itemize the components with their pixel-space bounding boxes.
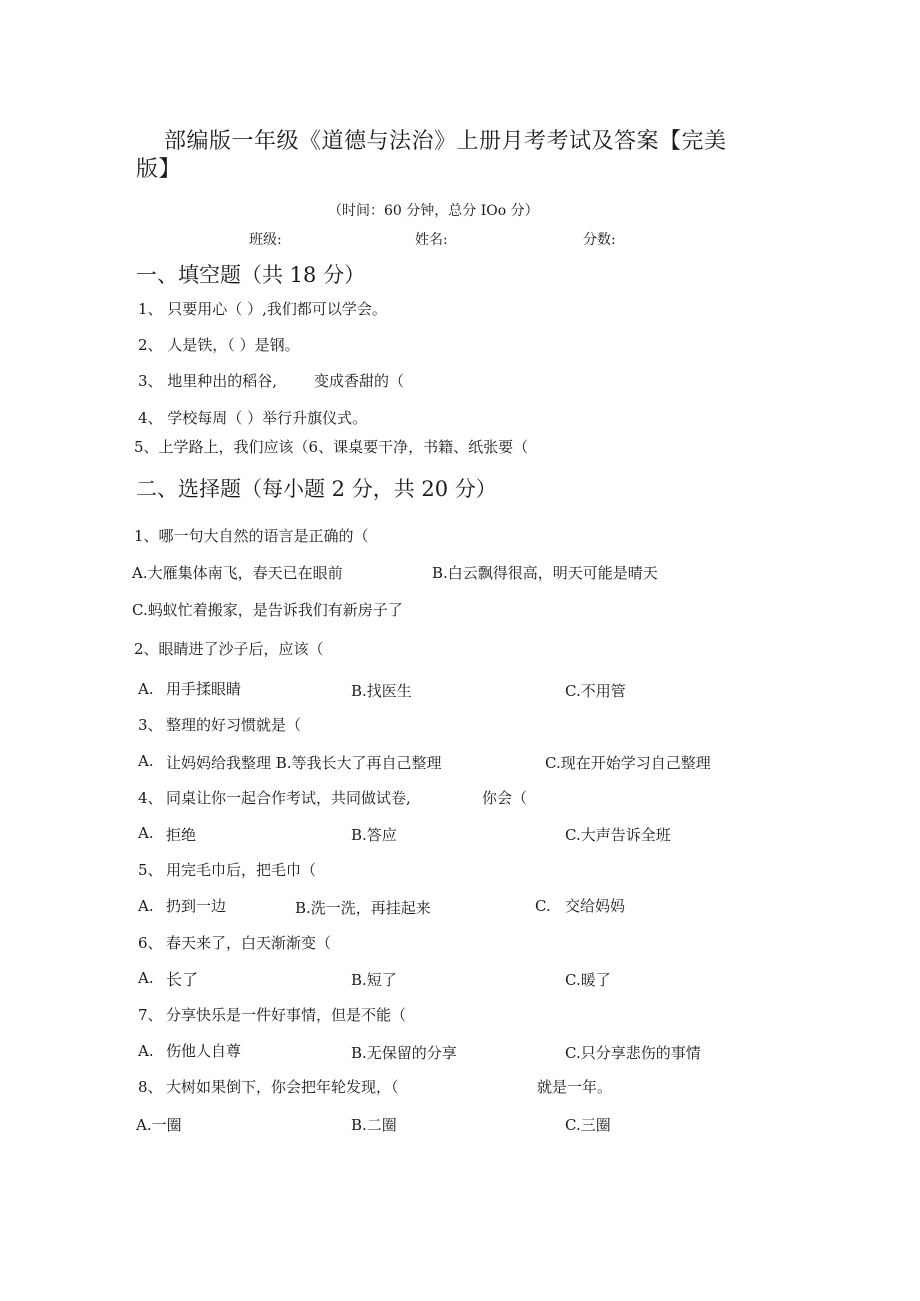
q3-option-c: C.现在开始学习自己整理: [545, 754, 711, 772]
fill-item-3: 3、 地里种出的稻谷,: [138, 372, 278, 390]
q7-option-c: C.只分享悲伤的事情: [565, 1044, 701, 1062]
q8-stem: 大树如果倒下，你会把年轮发现，（: [166, 1078, 399, 1096]
q6-option-a: 长了: [166, 970, 199, 989]
q1-stem: 1、哪一句大自然的语言是正确的（: [134, 527, 369, 545]
q6-option-b: B.短了: [351, 971, 397, 989]
q2-option-a: 用手揉眼睛: [166, 680, 242, 698]
title-line-2: 版】: [136, 157, 182, 182]
q6-option-c: C.暖了: [565, 971, 611, 989]
q2-stem: 2、眼睛进了沙子后，应该（: [134, 640, 324, 658]
q2-option-b: B.找医生: [351, 682, 412, 700]
q7-option-b: B.无保留的分享: [351, 1044, 457, 1062]
q4-option-a-letter: A.: [138, 824, 154, 842]
q2-option-a-letter: A.: [138, 680, 154, 698]
q5-option-c-letter: C.: [535, 897, 551, 915]
q5-option-c: 交给妈妈: [565, 897, 626, 915]
q5-number: 5、: [138, 861, 163, 879]
q6-number: 6、: [138, 934, 163, 952]
q8-option-a: A.一圈: [136, 1116, 182, 1134]
section-2-heading: 二、选择题（每小题 2 分，共 20 分）: [136, 477, 497, 501]
q7-stem: 分享快乐是一件好事情，但是不能（: [166, 1006, 407, 1024]
class-label: 班级:: [249, 232, 282, 248]
q4-stem: 同桌让你一起合作考试，共同做试卷,: [166, 789, 411, 807]
q4-stem-tail: 你会（: [482, 789, 528, 807]
fill-item-5: 5、上学路上，我们应该（6、课桌要干净，书籍、纸张要（: [134, 438, 529, 456]
q4-option-b: B.答应: [351, 826, 397, 844]
fill-item-4: 4、 学校每周（ ）举行升旗仪式。: [138, 409, 368, 427]
q5-option-b: B.洗一洗，再挂起来: [295, 899, 431, 917]
fill-item-2: 2、 人是铁，（ ）是钢。: [138, 336, 300, 354]
q8-stem-tail: 就是一年。: [537, 1078, 613, 1096]
q7-option-a-letter: A.: [138, 1042, 154, 1060]
q3-option-a-letter: A.: [138, 752, 154, 770]
q5-stem: 用完毛巾后，把毛巾（: [166, 861, 317, 879]
q8-option-b: B.二圈: [351, 1116, 397, 1134]
title-line-1: 部编版一年级《道德与法治》上册月考考试及答案【完美: [164, 129, 727, 154]
q5-option-a-letter: A.: [138, 897, 154, 915]
q4-number: 4、: [138, 789, 163, 807]
q1-option-a: A.大雁集体南飞，春天已在眼前: [132, 564, 343, 582]
q7-number: 7、: [138, 1006, 163, 1024]
exam-info: （时间：60 分钟，总分 IOo 分）: [328, 203, 539, 219]
q3-option-ab: 让妈妈给我整理 B.等我长大了再自己整理: [166, 754, 442, 772]
fill-item-3-tail: 变成香甜的（: [314, 372, 405, 390]
q5-option-a: 扔到一边: [166, 897, 227, 915]
q6-option-a-letter: A.: [138, 969, 154, 987]
q4-option-a: 拒绝: [166, 826, 197, 844]
q4-option-c: C.大声告诉全班: [565, 826, 671, 844]
fill-item-1: 1、 只要用心（ ）,我们都可以学会。: [138, 300, 387, 318]
name-label: 姓名:: [415, 232, 448, 248]
q1-option-b: B.白云飘得很高，明天可能是晴天: [432, 564, 658, 582]
section-1-heading: 一、填空题（共 18 分）: [136, 263, 366, 287]
q3-number: 3、: [138, 716, 163, 734]
q7-option-a: 伤他人自尊: [166, 1042, 242, 1060]
q2-option-c: C.不用管: [565, 682, 626, 700]
q6-stem: 春天来了，白天渐渐变（: [166, 934, 332, 952]
q8-option-c: C.三圈: [565, 1116, 611, 1134]
q8-number: 8、: [138, 1078, 163, 1096]
q1-option-c: C.蚂蚁忙着搬家，是告诉我们有新房子了: [132, 601, 403, 619]
q3-stem: 整理的好习惯就是（: [166, 716, 302, 734]
score-label: 分数:: [583, 232, 616, 248]
